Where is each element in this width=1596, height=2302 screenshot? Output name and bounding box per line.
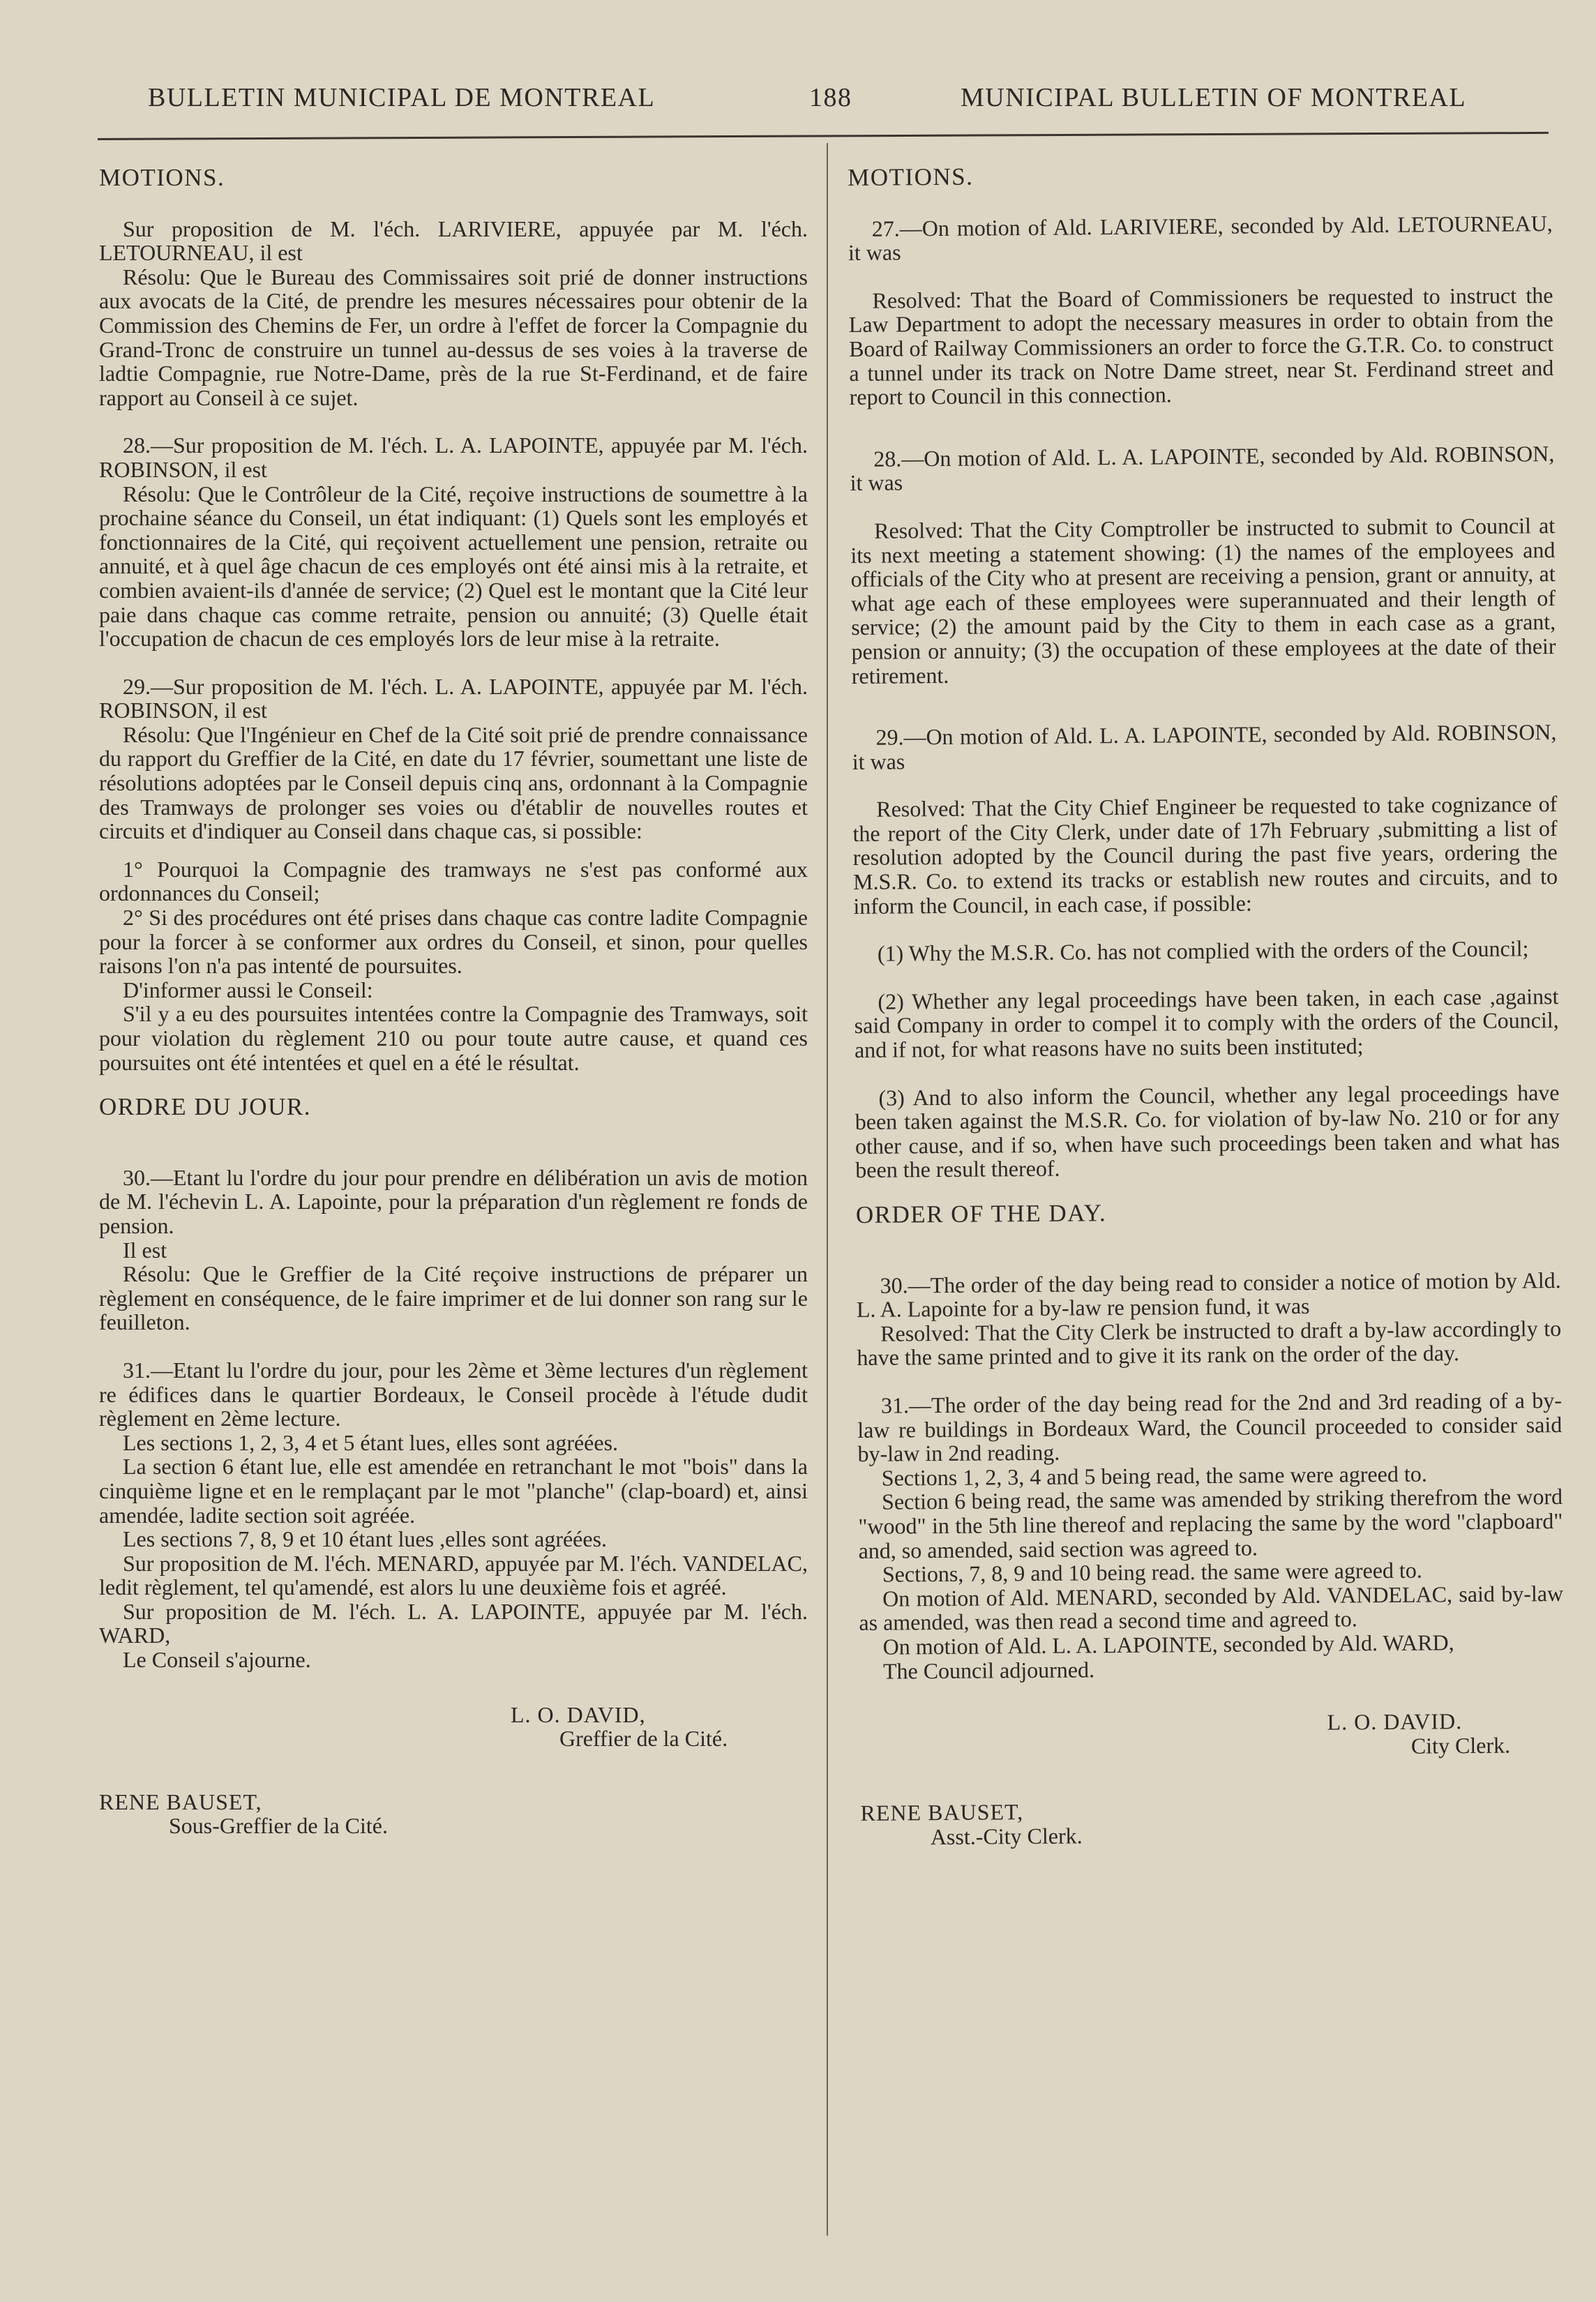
french-column: [99, 162, 808, 1838]
assistant-name-fr: RENE BAUSET,: [99, 1789, 262, 1814]
order-31-sections-7-10-en: Sections, 7, 8, 9 and 10 being read. the same were agreed to.: [882, 1557, 1422, 1587]
clerk-signature-en: [859, 1708, 1565, 1762]
motion-27-intro-en: 27.—On motion of Ald. LARIVIERE, seconded by Ald. LETOURNEAU, it was: [848, 210, 1553, 266]
order-31-second-reading-en: On motion of Ald. MENARD, seconded by Ald. VANDELAC, said by-law as amended, was then read a second time and agreed to.: [859, 1580, 1564, 1636]
motion-29-resolution-en: Resolved: That the City Chief Engineer be requested to take cognizance of the report of the City Clerk, under date of 17h February ,submitting a list of resolution adopted by the Council during the past five years, ordering the M.S.R. Co. to extend its tracks or establish new routes and circuits, and to inform the Council, in each case, if possible:: [852, 791, 1558, 919]
adjourn-motion-en: On motion of Ald. L. A. LAPOINTE, seconded by Ald. WARD,: [882, 1630, 1454, 1660]
order-31-en: 31.—The order of the day being read for the 2nd and 3rd reading of a by-law re buildings in Bordeaux Ward, the Council proceeded to consider said by-law in 2nd reading.: [857, 1387, 1563, 1467]
header-title-french: BULLETIN MUNICIPAL DE MONTREAL: [148, 83, 656, 112]
motion-27-resolution-en: Resolved: That the Board of Commissioners be requested to instruct the Law Department to adopt the necessary measures in order to obtain from the Board of Railway Commissioners an order to force the G.T.R. Co. to construct a tunnel under its track on Notre Dame street, near St. Ferdinand street and report to Council in this connection.: [848, 282, 1554, 410]
assistant-name-en: RENE BAUSET,: [860, 1799, 1024, 1826]
adjourn-motion-fr: Sur proposition de M. l'éch. L. A. LAPOINTE, appuyée par M. l'éch. WARD,: [99, 1598, 808, 1648]
english-column: [848, 156, 1565, 1849]
clerk-signature-fr: [99, 1703, 808, 1751]
order-30-resolution-en: Resolved: That the City Clerk be instructed to draft a by-law accordingly to have the same printed and to give it its rank on the order of the day.: [857, 1315, 1562, 1371]
motion-29-item-2-fr: 2° Si des procédures ont été prises dans chaque cas contre ladite Compagnie pour la forcer à se conformer aux ordres du Conseil, et sinon, pour quelles raisons l'on n'a pas intenté de poursuites.: [99, 905, 808, 979]
motion-29-item-1-fr: 1° Pourquoi la Compagnie des tramways ne s'est pas conformé aux ordonnances du Conseil;: [99, 856, 808, 906]
adjourned-en: The Council adjourned.: [882, 1656, 1095, 1684]
motion-29-item-2-en: (2) Whether any legal proceedings have been taken, in each case ,against said Company in order to compel it to comply with the orders of the Council, and if not, for what reasons have no suits been instituted;: [854, 983, 1559, 1062]
order-31-sections-7-10-fr: Les sections 7, 8, 9 et 10 étant lues ,elles sont agréées.: [123, 1526, 608, 1552]
order-31-section-6-fr: La section 6 étant lue, elle est amendée en retranchant le mot "bois" dans la cinquième ligne et en le remplaçant par le mot "planche" (clap-board) et, ainsi amendée, ladite section soit agréée.: [99, 1454, 808, 1528]
motion-28-intro-en: 28.—On motion of Ald. L. A. LAPOINTE, seconded by Ald. ROBINSON, it was: [850, 440, 1555, 496]
adjourned-fr: Le Conseil s'ajourne.: [123, 1647, 311, 1673]
motion-27-resolution-fr: Résolu: Que le Bureau des Commissaires soit prié de donner instructions aux avocats de la Cité, de prendre les mesures nécessaires pour obtenir de la Commission des Chemins de Fer, un ordre à l'effet de forcer la Compagnie du Grand-Tronc de construire un tunnel au-dessus de ses voies à la traverse de ladtie Compagnie, rue Notre-Dame, près de la rue St-Ferdinand, et de faire rapport au Conseil à ce sujet.: [99, 264, 808, 410]
header-title-english: MUNICIPAL BULLETIN OF MONTREAL: [961, 83, 1467, 112]
order-30-fr: 30.—Etant lu l'ordre du jour pour prendre en délibération un avis de motion de M. l'échevin L. A. Lapointe, pour la préparation d'un règlement re fonds de pension.: [99, 1164, 808, 1238]
order-31-second-reading-fr: Sur proposition de M. l'éch. MENARD, appuyée par M. l'éch. VANDELAC, ledit règlement, tel qu'amendé, est alors lu une deuxième fois et agréé.: [99, 1550, 808, 1600]
order-31-sections-1-5-en: Sections 1, 2, 3, 4 and 5 being read, the same were agreed to.: [881, 1461, 1427, 1491]
motion-29-inform-fr: D'informer aussi le Conseil:: [123, 977, 373, 1002]
motion-29-intro-en: 29.—On motion of Ald. L. A. LAPOINTE, seconded by Ald. ROBINSON, it was: [852, 719, 1557, 774]
assistant-title-fr: Sous-Greffier de la Cité.: [169, 1813, 388, 1839]
motions-heading-english: MOTIONS.: [848, 163, 974, 191]
clerk-title-fr: Greffier de la Cité.: [559, 1726, 728, 1752]
motion-28-resolution-fr: Résolu: Que le Contrôleur de la Cité, reçoive instructions de soumettre à la prochaine séance du Conseil, un état indiquant: (1) Quels sont les employés et fonctionnaires de la Cité, qui reçoivent actuellement une pension, retraite ou annuité, et à quel âge chacun de ces employés ont été ainsi mis à la retraite, et combien avaient-ils d'année de service; (2) Quel est le montant que la Cité leur paie dans chaque cas comme retraite, pension ou annuité; (3) Quelle était l'occupation de chacun de ces employés lors de leur mise à la retraite.: [99, 481, 808, 652]
motion-29-resolution-fr: Résolu: Que l'Ingénieur en Chef de la Cité soit prié de prendre connaissance du rapport du Greffier de la Cité, en date du 17 février, soumettant une liste de résolutions adoptées par le Conseil depuis cinq ans, ordonnant à la Compagnie des Tramways de prolonger ses voies ou d'établir de nouvelles routes et circuits et d'indiquer au Conseil dans chaque cas, si possible:: [99, 721, 808, 844]
order-heading-english: ORDER OF THE DAY.: [855, 1199, 1107, 1228]
order-30-it-est-fr: Il est: [123, 1237, 167, 1263]
motion-28-intro-fr: 28.—Sur proposition de M. l'éch. L. A. LAPOINTE, appuyée par M. l'éch. ROBINSON, il est: [99, 432, 808, 482]
clerk-name-en: L. O. DAVID.: [1327, 1708, 1463, 1735]
motion-27-intro-fr: Sur proposition de M. l'éch. LARIVIERE, appuyée par M. l'éch. LETOURNEAU, il est: [99, 216, 808, 266]
motion-29-item-3-en: (3) And to also inform the Council, whether any legal proceedings have been taken against the M.S.R. Co. for violation of by-law No. 210 or for any other cause, and if so, when have such proceedings been taken and what has been the result thereof.: [855, 1079, 1560, 1183]
motion-28-resolution-en: Resolved: That the City Comptroller be instructed to submit to Council at its next meeting a statement showing: (1) the names of the employees and officials of the City who at present are receiving a pension, grant or annuity, at what age each of these employees were superannuated and their length of service; (2) the amount paid by the City to them in each case as a grant, pension or annuity; (3) the occupation of these employees at the date of their retirement.: [850, 512, 1556, 689]
clerk-title-en: City Clerk.: [1410, 1732, 1511, 1759]
assistant-signature-en: [860, 1796, 1565, 1849]
motion-29-item-1-en: (1) Why the M.S.R. Co. has not complied with the orders of the Council;: [877, 935, 1529, 966]
motion-29-intro-fr: 29.—Sur proposition de M. l'éch. L. A. LAPOINTE, appuyée par M. l'éch. ROBINSON, il est: [99, 673, 808, 723]
column-divider: [827, 143, 828, 2236]
assistant-title-en: Asst.-City Clerk.: [930, 1823, 1083, 1850]
order-31-sections-1-5-fr: Les sections 1, 2, 3, 4 et 5 étant lues, elles sont agréées.: [123, 1429, 619, 1455]
order-30-en: 30.—The order of the day being read to consider a notice of motion by Ald. L. A. Lapointe for a by-law re pension fund, it was: [856, 1267, 1561, 1323]
motion-29-item-3-fr: S'il y a eu des poursuites intentées contre la Compagnie des Tramways, soit pour violation du règlement 210 ou pour toute autre cause, et quand ces poursuites ont été intentées et quel en a été le résultat.: [99, 1001, 808, 1075]
page-header: [98, 82, 1547, 124]
assistant-signature-fr: [99, 1790, 808, 1838]
page-number: 188: [809, 83, 852, 112]
clerk-name-fr: L. O. DAVID,: [511, 1701, 646, 1727]
motions-heading-french: MOTIONS.: [99, 164, 225, 191]
order-30-resolution-fr: Résolu: Que le Greffier de la Cité reçoive instructions de préparer un règlement en conséquence, de le faire imprimer et de lui donner son rang sur le feuilleton.: [99, 1261, 808, 1335]
order-31-section-6-en: Section 6 being read, the same was amended by striking therefrom the word "wood" in the 5th line thereof and replacing the same by the word "clapboard" and, so amended, said section was agreed to.: [858, 1484, 1563, 1563]
header-rule: [98, 132, 1549, 140]
order-31-fr: 31.—Etant lu l'ordre du jour, pour les 2ème et 3ème lectures d'un règlement re édifices dans le quartier Bordeaux, le Conseil procède à l'étude dudit règlement en 2ème lecture.: [99, 1357, 808, 1431]
order-heading-french: ORDRE DU JOUR.: [99, 1093, 311, 1121]
